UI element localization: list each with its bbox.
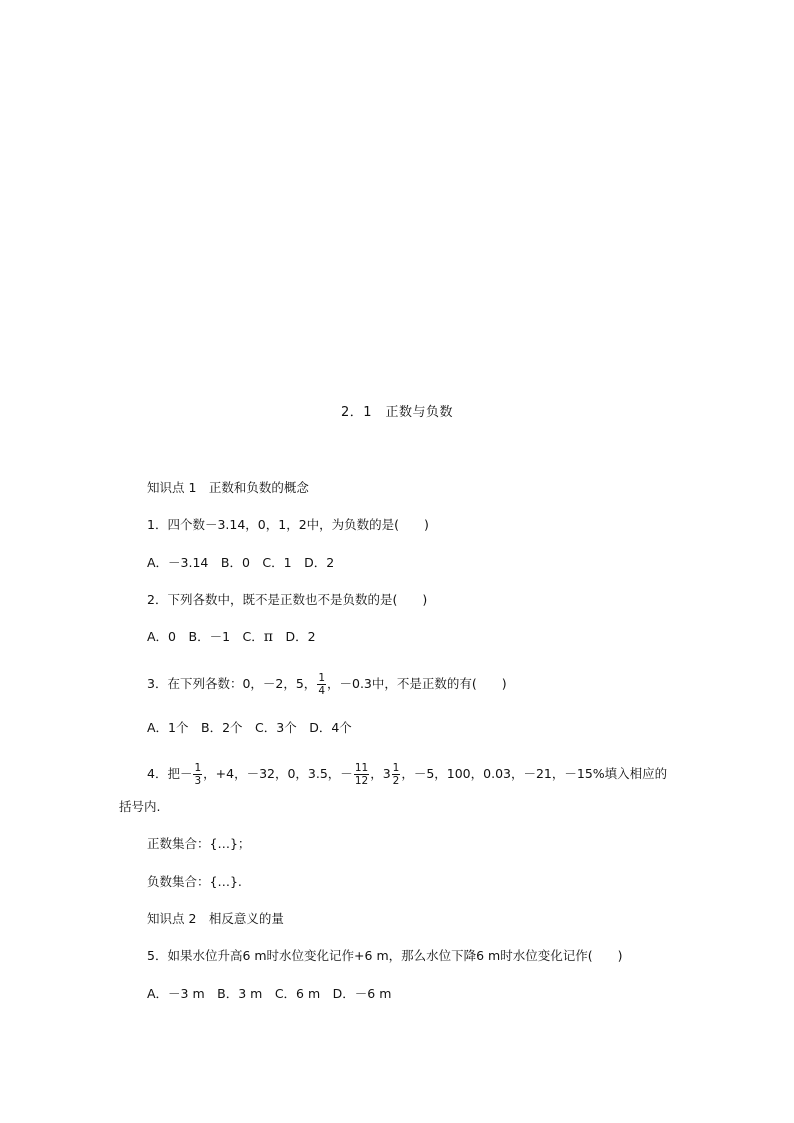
- fraction-one-half: [392, 762, 401, 787]
- fraction-numerator: 1: [392, 762, 400, 774]
- fraction-one-quarter: [317, 672, 326, 697]
- fraction-denominator: 2: [392, 775, 400, 787]
- pi-symbol: π: [263, 629, 273, 645]
- section-heading-2: 知识点 2 相反意义的量: [147, 911, 284, 926]
- question-4-part-2: ，+4，－32，0，3.5，－: [203, 766, 353, 781]
- question-4-stem: [147, 762, 667, 787]
- section-heading-1: 知识点 1 正数和负数的概念: [147, 480, 309, 495]
- question-4-part-1: 4．把－: [147, 766, 193, 781]
- fraction-eleven-twelfths: [354, 762, 369, 787]
- question-4-line-2: 括号内.: [119, 799, 161, 814]
- positive-set-line: 正数集合：{…}；: [147, 836, 251, 851]
- question-1-options: A．－3.14 B．0 C．1 D．2: [147, 555, 335, 570]
- question-2-stem: 2．下列各数中，既不是正数也不是负数的是( ): [147, 592, 428, 607]
- question-4-part-3: ，3: [370, 766, 391, 781]
- fraction-one-third: [193, 762, 202, 787]
- fraction-numerator: 1: [194, 762, 202, 774]
- fraction-denominator: 12: [354, 775, 369, 787]
- question-4-part-4: ，－5，100，0.03，－21，－15%填入相应的: [401, 766, 668, 781]
- page-title: 2．1 正数与负数: [340, 405, 454, 420]
- fraction-numerator: 1: [318, 672, 325, 684]
- question-1-stem: 1．四个数－3.14，0，1，2中，为负数的是( ): [147, 517, 429, 532]
- question-2-options: [147, 627, 316, 647]
- question-3-stem-a: 3．在下列各数：0，－2，5，: [147, 676, 317, 691]
- question-5-stem: 5．如果水位升高6 m时水位变化记作+6 m，那么水位下降6 m时水位变化记作( ): [147, 948, 623, 963]
- question-3-stem: [147, 672, 507, 697]
- question-5-options: A．－3 m B．3 m C．6 m D．－6 m: [147, 986, 392, 1001]
- fraction-denominator: 3: [194, 775, 202, 787]
- negative-set-line: 负数集合：{…}.: [147, 874, 242, 889]
- question-3-options: A．1个 B．2个 C．3个 D．4个: [147, 720, 352, 735]
- question-3-stem-b: ，－0.3中，不是正数的有( ): [327, 676, 507, 691]
- fraction-numerator: 11: [354, 762, 369, 774]
- question-2-options-b: D．2: [272, 629, 316, 644]
- fraction-denominator: 4: [318, 685, 325, 697]
- question-2-options-a: A．0 B．－1 C．: [147, 629, 264, 644]
